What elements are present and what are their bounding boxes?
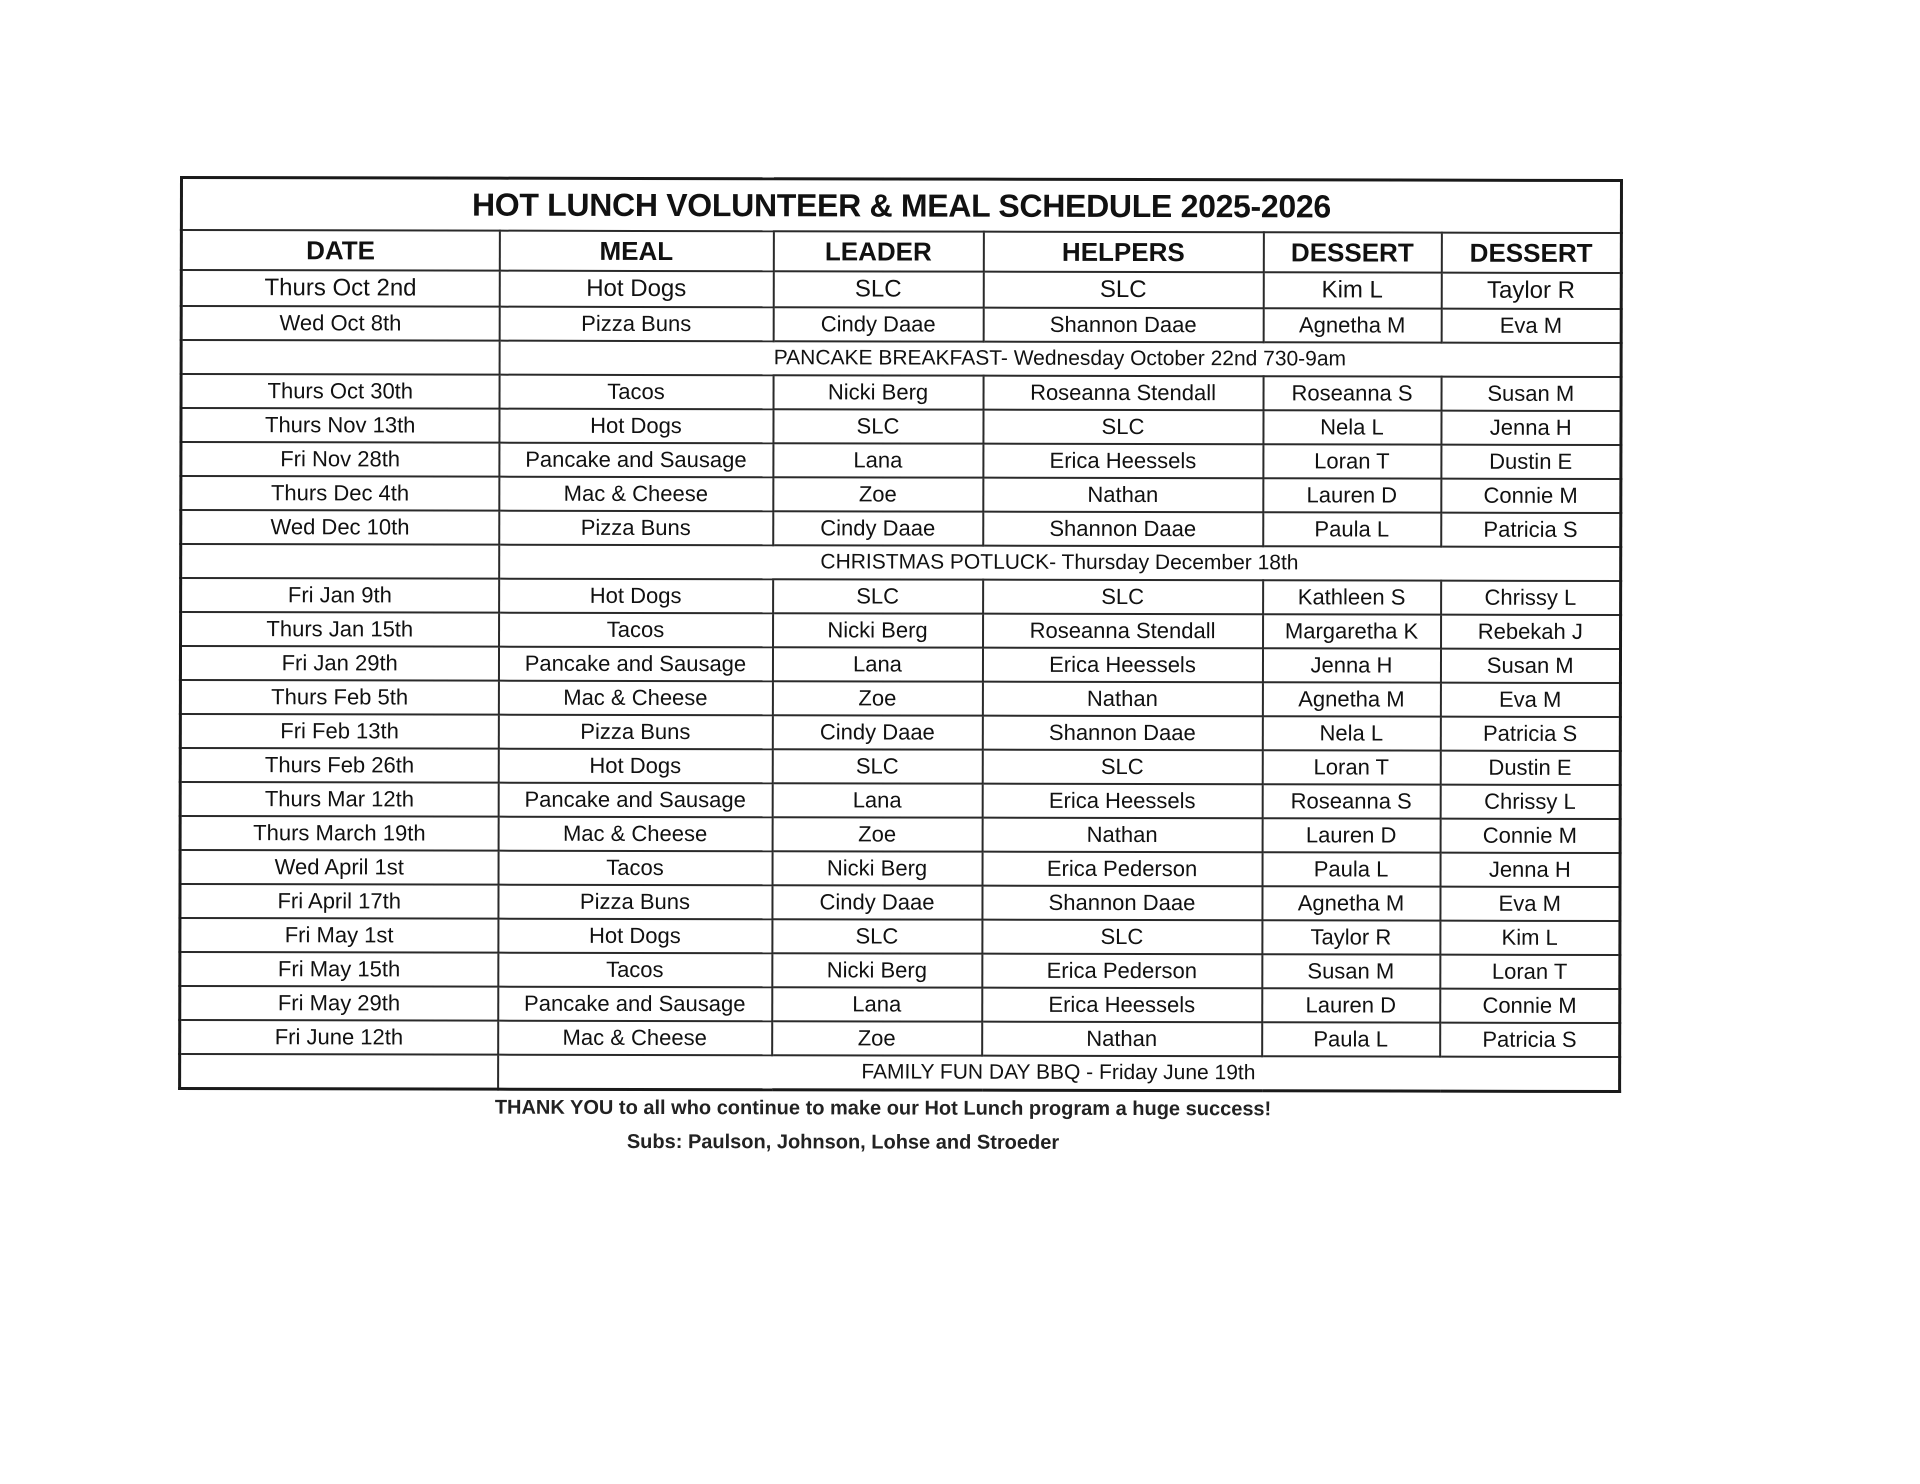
table-row	[181, 612, 1621, 649]
helpers-cell: SLC	[983, 272, 1263, 309]
table-row	[180, 748, 1620, 785]
leader-cell: Cindy Daae	[772, 885, 982, 919]
date-cell: Thurs Oct 30th	[181, 374, 499, 409]
leader-cell: Nicki Berg	[772, 953, 982, 987]
leader-cell: Nicki Berg	[773, 613, 983, 647]
table-row	[181, 510, 1621, 547]
dessert-1-cell: Roseanna S	[1262, 784, 1440, 818]
helpers-cell: Nathan	[982, 1022, 1262, 1057]
column-header-row	[181, 230, 1621, 273]
leader-cell: Zoe	[772, 1021, 982, 1055]
table-row	[181, 270, 1621, 309]
date-cell: Fri May 15th	[180, 952, 498, 987]
subs-note: Subs: Paulson, Johnson, Lohse and Stroeder	[626, 1130, 1060, 1154]
dessert-2-cell: Patricia S	[1440, 717, 1620, 751]
date-cell: Fri May 29th	[180, 986, 498, 1021]
date-cell: Fri April 17th	[180, 884, 498, 919]
date-cell: Wed April 1st	[180, 850, 498, 885]
leader-cell: Cindy Daae	[773, 511, 983, 545]
meal-cell: Pizza Buns	[499, 511, 773, 546]
dessert-2-cell: Dustin E	[1440, 751, 1620, 785]
meal-cell: Mac & Cheese	[499, 477, 773, 512]
dessert-2-cell: Dustin E	[1441, 445, 1621, 479]
dessert-2-cell: Patricia S	[1441, 513, 1621, 547]
table-row	[180, 850, 1620, 887]
meal-cell: Pizza Buns	[498, 885, 772, 920]
date-cell: Fri Jan 9th	[181, 578, 499, 613]
meal-cell: Hot Dogs	[499, 409, 773, 444]
dessert-1-cell: Margaretha K	[1263, 614, 1441, 648]
leader-cell: SLC	[772, 919, 982, 953]
dessert-1-cell: Taylor R	[1262, 920, 1440, 954]
date-cell: Fri Nov 28th	[181, 442, 499, 477]
table-row	[180, 714, 1620, 751]
dessert-1-cell: Lauren D	[1262, 988, 1440, 1022]
leader-cell: SLC	[773, 271, 983, 307]
dessert-2-cell: Jenna H	[1440, 853, 1620, 887]
dessert-1-cell: Nela L	[1263, 410, 1441, 444]
dessert-2-cell: Eva M	[1440, 887, 1620, 921]
meal-cell: Hot Dogs	[499, 271, 773, 308]
footer	[178, 1090, 1618, 1161]
dessert-1-cell: Loran T	[1262, 750, 1440, 784]
dessert-2-cell: Connie M	[1440, 819, 1620, 853]
leader-cell: Cindy Daae	[773, 307, 983, 341]
meal-cell: Pancake and Sausage	[498, 987, 772, 1022]
dessert-2-cell: Jenna H	[1441, 411, 1621, 445]
event-cell: FAMILY FUN DAY BBQ - Friday June 19th	[498, 1055, 1620, 1092]
date-cell: Thurs Feb 5th	[180, 680, 498, 715]
meal-cell: Tacos	[499, 375, 773, 410]
empty-date-cell	[180, 1054, 498, 1089]
dessert-2-cell: Chrissy L	[1441, 581, 1621, 615]
meal-cell: Mac & Cheese	[498, 1021, 772, 1056]
column-header-meal: MEAL	[499, 231, 773, 272]
dessert-2-cell: Kim L	[1440, 921, 1620, 955]
date-cell: Fri Jan 29th	[180, 646, 498, 681]
date-cell: Wed Dec 10th	[181, 510, 499, 545]
schedule-body	[180, 270, 1622, 1092]
thank-you-note: THANK YOU to all who continue to make our Hot Lunch program a huge success!	[494, 1096, 1272, 1121]
leader-cell: Nicki Berg	[772, 851, 982, 885]
event-row	[180, 1054, 1620, 1092]
date-cell: Fri Feb 13th	[180, 714, 498, 749]
dessert-1-cell: Lauren D	[1262, 818, 1440, 852]
column-header-leader: LEADER	[773, 231, 983, 271]
helpers-cell: Nathan	[983, 478, 1263, 513]
meal-cell: Tacos	[498, 953, 772, 988]
helpers-cell: Shannon Daae	[982, 716, 1262, 751]
event-cell: CHRISTMAS POTLUCK- Thursday December 18th	[499, 545, 1621, 581]
dessert-2-cell: Susan M	[1441, 377, 1621, 411]
schedule-title: HOT LUNCH VOLUNTEER & MEAL SCHEDULE 2025-2026	[181, 178, 1621, 234]
helpers-cell: Erica Heessels	[982, 784, 1262, 819]
table-row	[180, 782, 1620, 819]
dessert-1-cell: Loran T	[1263, 444, 1441, 478]
column-header-date: DATE	[181, 230, 499, 271]
date-cell: Thurs March 19th	[180, 816, 498, 851]
leader-cell: Nicki Berg	[773, 375, 983, 409]
helpers-cell: SLC	[983, 410, 1263, 445]
table-row	[180, 918, 1620, 955]
dessert-2-cell: Loran T	[1440, 955, 1620, 989]
table-row	[181, 476, 1621, 513]
dessert-2-cell: Eva M	[1440, 683, 1620, 717]
dessert-1-cell: Paula L	[1263, 512, 1441, 546]
table-row	[181, 408, 1621, 445]
leader-cell: Lana	[772, 647, 982, 681]
table-row	[181, 306, 1621, 343]
column-header-dessert-1: DESSERT	[1263, 232, 1441, 272]
leader-cell: Zoe	[772, 817, 982, 851]
dessert-1-cell: Susan M	[1262, 954, 1440, 988]
column-header-helpers: HELPERS	[983, 232, 1263, 273]
helpers-cell: SLC	[983, 580, 1263, 615]
helpers-cell: Erica Heessels	[983, 444, 1263, 479]
helpers-cell: Erica Pederson	[982, 954, 1262, 989]
dessert-2-cell: Patricia S	[1440, 1023, 1620, 1057]
helpers-cell: SLC	[982, 750, 1262, 785]
date-cell: Wed Oct 8th	[181, 306, 499, 341]
leader-cell: Lana	[772, 783, 982, 817]
table-row	[180, 884, 1620, 921]
leader-cell: Zoe	[773, 477, 983, 511]
dessert-1-cell: Paula L	[1262, 852, 1440, 886]
date-cell: Thurs Mar 12th	[180, 782, 498, 817]
table-row	[181, 442, 1621, 479]
meal-cell: Pizza Buns	[498, 715, 772, 750]
empty-date-cell	[181, 544, 499, 579]
event-row	[181, 340, 1621, 377]
event-cell: PANCAKE BREAKFAST- Wednesday October 22nd 730-9am	[499, 341, 1621, 377]
event-row	[181, 544, 1621, 581]
helpers-cell: Roseanna Stendall	[983, 376, 1263, 411]
dessert-2-cell: Rebekah J	[1441, 615, 1621, 649]
meal-cell: Hot Dogs	[498, 919, 772, 954]
dessert-1-cell: Agnetha M	[1263, 308, 1441, 342]
dessert-1-cell: Nela L	[1262, 716, 1440, 750]
meal-cell: Pancake and Sausage	[498, 783, 772, 818]
date-cell: Fri June 12th	[180, 1020, 498, 1055]
helpers-cell: Erica Heessels	[982, 648, 1262, 683]
date-cell: Thurs Jan 15th	[181, 612, 499, 647]
leader-cell: Cindy Daae	[772, 715, 982, 749]
dessert-2-cell: Chrissy L	[1440, 785, 1620, 819]
meal-cell: Pancake and Sausage	[499, 443, 773, 478]
date-cell: Thurs Oct 2nd	[181, 270, 499, 307]
leader-cell: Lana	[772, 987, 982, 1021]
helpers-cell: Nathan	[982, 682, 1262, 717]
meal-cell: Hot Dogs	[498, 749, 772, 784]
meal-cell: Mac & Cheese	[498, 817, 772, 852]
leader-cell: SLC	[772, 749, 982, 783]
meal-cell: Tacos	[499, 613, 773, 648]
empty-date-cell	[181, 340, 499, 375]
dessert-1-cell: Agnetha M	[1262, 682, 1440, 716]
table-row	[181, 578, 1621, 615]
meal-cell: Pizza Buns	[499, 307, 773, 342]
date-cell: Thurs Dec 4th	[181, 476, 499, 511]
leader-cell: Lana	[773, 443, 983, 477]
leader-cell: SLC	[773, 579, 983, 613]
dessert-1-cell: Roseanna S	[1263, 376, 1441, 410]
date-cell: Thurs Nov 13th	[181, 408, 499, 443]
dessert-2-cell: Taylor R	[1441, 273, 1621, 309]
leader-cell: Zoe	[772, 681, 982, 715]
date-cell: Fri May 1st	[180, 918, 498, 953]
dessert-2-cell: Connie M	[1441, 479, 1621, 513]
table-row	[180, 1020, 1620, 1057]
dessert-1-cell: Kathleen S	[1263, 580, 1441, 614]
meal-cell: Pancake and Sausage	[498, 647, 772, 682]
table-row	[180, 680, 1620, 717]
table-row	[180, 646, 1620, 683]
helpers-cell: Shannon Daae	[983, 308, 1263, 343]
dessert-1-cell: Agnetha M	[1262, 886, 1440, 920]
table-row	[181, 374, 1621, 411]
helpers-cell: Erica Heessels	[982, 988, 1262, 1023]
dessert-2-cell: Susan M	[1440, 649, 1620, 683]
helpers-cell: Nathan	[982, 818, 1262, 853]
title-row	[181, 178, 1621, 234]
dessert-1-cell: Lauren D	[1263, 478, 1441, 512]
dessert-2-cell: Connie M	[1440, 989, 1620, 1023]
helpers-cell: SLC	[982, 920, 1262, 955]
helpers-cell: Shannon Daae	[982, 886, 1262, 921]
helpers-cell: Shannon Daae	[983, 512, 1263, 547]
dessert-1-cell: Paula L	[1262, 1022, 1440, 1056]
schedule-sheet	[178, 176, 1620, 1161]
table-row	[180, 816, 1620, 853]
schedule-table	[178, 176, 1623, 1093]
table-row	[180, 986, 1620, 1023]
meal-cell: Mac & Cheese	[498, 681, 772, 716]
dessert-1-cell: Jenna H	[1262, 648, 1440, 682]
helpers-cell: Roseanna Stendall	[983, 614, 1263, 649]
helpers-cell: Erica Pederson	[982, 852, 1262, 887]
meal-cell: Hot Dogs	[499, 579, 773, 614]
date-cell: Thurs Feb 26th	[180, 748, 498, 783]
leader-cell: SLC	[773, 409, 983, 443]
column-header-dessert-2: DESSERT	[1441, 233, 1621, 273]
dessert-2-cell: Eva M	[1441, 309, 1621, 343]
meal-cell: Tacos	[498, 851, 772, 886]
dessert-1-cell: Kim L	[1263, 272, 1441, 308]
table-row	[180, 952, 1620, 989]
